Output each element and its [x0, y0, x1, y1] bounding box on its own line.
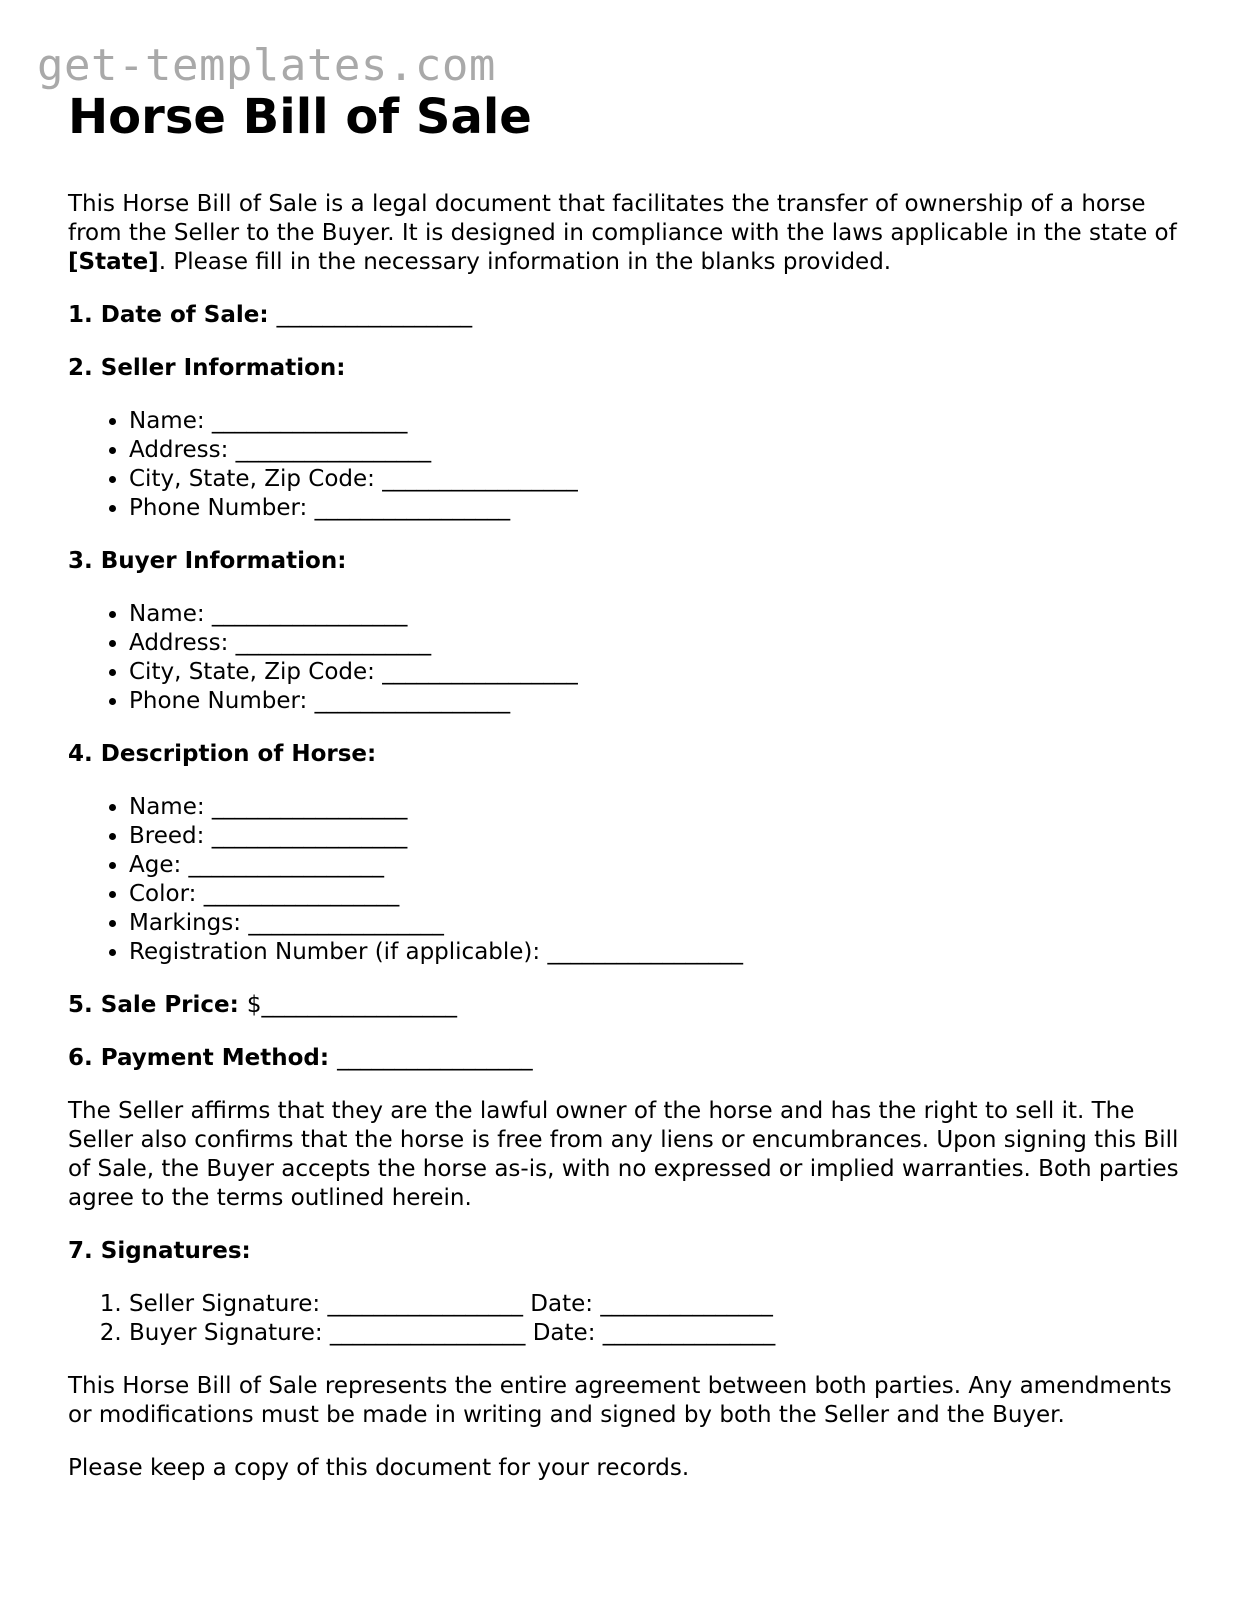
buyer-name-label: Name: — [129, 601, 205, 627]
seller-name-blank[interactable]: _________________ — [211, 408, 408, 434]
list-item — [129, 465, 1198, 494]
payment-method-section — [68, 1044, 1198, 1073]
seller-date-blank[interactable]: _______________ — [600, 1291, 773, 1317]
list-item — [129, 1319, 1198, 1348]
state-placeholder: [State] — [68, 249, 159, 275]
seller-name-label: Name: — [129, 408, 205, 434]
buyer-date-label: Date: — [532, 1320, 596, 1346]
buyer-address-blank[interactable]: _________________ — [235, 630, 432, 656]
horse-markings-label: Markings: — [129, 910, 242, 936]
document — [68, 86, 1198, 1483]
seller-address-blank[interactable]: _________________ — [235, 437, 432, 463]
list-item — [129, 822, 1198, 851]
seller-city-blank[interactable]: _________________ — [382, 466, 578, 492]
list-item — [129, 658, 1198, 687]
intro-text-after: . Please fill in the necessary information in the blanks provided. — [158, 249, 892, 275]
list-item — [129, 938, 1198, 967]
list-item — [129, 407, 1198, 436]
list-item — [129, 909, 1198, 938]
date-of-sale-label: 1. Date of Sale: — [68, 302, 269, 328]
buyer-signature-label: Buyer Signature: — [129, 1320, 323, 1346]
seller-fields-list — [68, 407, 1198, 523]
horse-registration-blank[interactable]: _________________ — [547, 939, 743, 965]
horse-section-heading: 4. Description of Horse: — [68, 741, 377, 767]
affirmation-paragraph: The Seller affirms that they are the lawful owner of the horse and has the right to sell it. The Seller also confirms that the horse is free from any liens or encumbrances. Upon signing this Bill of Sale, the Buyer accepts the horse as-is, with no expressed or implied warranties. Both parties agree to the terms outlined herein. — [68, 1098, 1179, 1211]
page-title: Horse Bill of Sale — [68, 89, 532, 145]
buyer-phone-label: Phone Number: — [129, 688, 308, 714]
sale-price-blank[interactable]: _________________ — [261, 992, 457, 1018]
list-item — [129, 880, 1198, 909]
seller-address-label: Address: — [129, 437, 229, 463]
watermark: get-templates.com — [37, 40, 496, 91]
entire-agreement-paragraph: This Horse Bill of Sale represents the entire agreement between both parties. Any amendments or modifications must be made in writing and signed by both the Seller and the Buyer. — [68, 1373, 1172, 1428]
horse-name-blank[interactable]: _________________ — [211, 794, 408, 820]
intro-paragraph — [68, 190, 1198, 277]
list-item — [129, 629, 1198, 658]
list-item — [129, 436, 1198, 465]
signatures-section-heading: 7. Signatures: — [68, 1238, 251, 1264]
list-item — [129, 1290, 1198, 1319]
sale-price-section — [68, 991, 1198, 1020]
buyer-section-heading: 3. Buyer Information: — [68, 548, 347, 574]
horse-markings-blank[interactable]: _________________ — [248, 910, 444, 936]
horse-color-blank[interactable]: _________________ — [203, 881, 400, 907]
buyer-date-blank[interactable]: _______________ — [602, 1320, 776, 1346]
horse-age-blank[interactable]: _________________ — [188, 852, 385, 878]
horse-breed-blank[interactable]: _________________ — [211, 823, 408, 849]
horse-age-label: Age: — [129, 852, 182, 878]
buyer-fields-list — [68, 600, 1198, 716]
list-item — [129, 793, 1198, 822]
list-item — [129, 600, 1198, 629]
intro-text-before: This Horse Bill of Sale is a legal document that facilitates the transfer of ownership of a horse from the Seller to the Buyer. It is designed in compliance with the laws applicable in the state of — [68, 191, 1177, 246]
buyer-signature-blank[interactable]: _________________ — [329, 1320, 526, 1346]
buyer-name-blank[interactable]: _________________ — [211, 601, 408, 627]
seller-phone-blank[interactable]: _________________ — [314, 495, 511, 521]
horse-color-label: Color: — [129, 881, 197, 907]
horse-name-label: Name: — [129, 794, 205, 820]
seller-signature-label: Seller Signature: — [129, 1291, 321, 1317]
seller-signature-blank[interactable]: _________________ — [327, 1291, 523, 1317]
currency-symbol: $ — [246, 992, 262, 1018]
seller-phone-label: Phone Number: — [129, 495, 308, 521]
buyer-phone-blank[interactable]: _________________ — [314, 688, 511, 714]
buyer-city-blank[interactable]: _________________ — [382, 659, 578, 685]
buyer-address-label: Address: — [129, 630, 229, 656]
payment-method-label: 6. Payment Method: — [68, 1045, 330, 1071]
horse-breed-label: Breed: — [129, 823, 205, 849]
date-of-sale-section — [68, 301, 1198, 330]
list-item — [129, 851, 1198, 880]
date-of-sale-blank[interactable]: _________________ — [276, 302, 473, 328]
horse-registration-label: Registration Number (if applicable): — [129, 939, 541, 965]
horse-fields-list — [68, 793, 1198, 967]
payment-method-blank[interactable]: _________________ — [337, 1045, 533, 1071]
closing-paragraph: Please keep a copy of this document for your records. — [68, 1455, 690, 1481]
buyer-city-label: City, State, Zip Code: — [129, 659, 375, 685]
seller-city-label: City, State, Zip Code: — [129, 466, 375, 492]
signatures-list — [68, 1290, 1198, 1348]
seller-section-heading: 2. Seller Information: — [68, 355, 346, 381]
sale-price-label: 5. Sale Price: — [68, 992, 239, 1018]
list-item — [129, 687, 1198, 716]
seller-date-label: Date: — [530, 1291, 594, 1317]
list-item — [129, 494, 1198, 523]
